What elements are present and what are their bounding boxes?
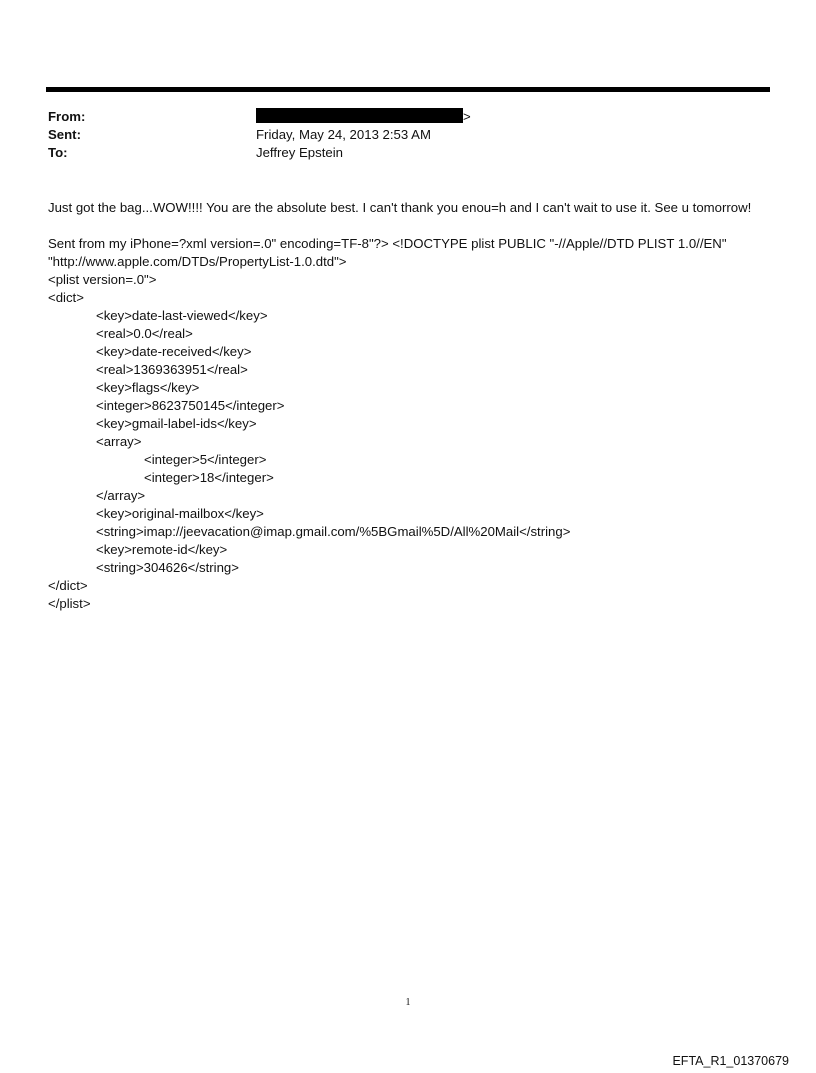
plist-line: <key>gmail-label-ids</key> [96, 416, 257, 431]
plist-line: <dict> [48, 290, 84, 305]
plist-line: </plist> [48, 596, 91, 611]
plist-line: <key>date-last-viewed</key> [96, 308, 268, 323]
message-paragraph: Just got the bag...WOW!!!! You are the absolute best. I can't thank you enou=h and I can't wait to use it. See u tomorrow! [48, 200, 752, 215]
to-label: To: [48, 145, 68, 160]
page-number: 1 [405, 997, 411, 1008]
plist-line: <string>imap://jeevacation@imap.gmail.com/%5BGmail%5D/All%20Mail</string> [96, 524, 571, 539]
email-headers [48, 108, 768, 162]
plist-line: <key>original-mailbox</key> [96, 506, 264, 521]
plist-line: <integer>18</integer> [144, 470, 274, 485]
sent-row [48, 126, 768, 144]
document-id: EFTA_R1_01370679 [672, 1054, 789, 1068]
header-rule [46, 87, 770, 92]
email-body [48, 199, 770, 613]
to-value: Jeffrey Epstein [256, 145, 343, 160]
plist-line: </dict> [48, 578, 88, 593]
from-label: From: [48, 109, 86, 124]
from-row [48, 108, 768, 126]
sent-label: Sent: [48, 127, 81, 142]
to-row [48, 144, 768, 162]
plist-line: <array> [96, 434, 142, 449]
plist-line: <integer>5</integer> [144, 452, 267, 467]
plist-line: <key>flags</key> [96, 380, 200, 395]
plist-line: <key>remote-id</key> [96, 542, 228, 557]
paragraph-gap [48, 217, 770, 235]
plist-line: <integer>8623750145</integer> [96, 398, 285, 413]
plist-line: <key>date-received</key> [96, 344, 252, 359]
signature-paragraph: Sent from my iPhone=?xml version=.0" encoding=TF-8"?> <!DOCTYPE plist PUBLIC "-//Apple//DTD PLIST 1.0//EN" "http://www.apple.com/DTDs/PropertyList-1.0.dtd"> [48, 236, 727, 269]
from-value [256, 108, 471, 126]
plist-line: <real>1369363951</real> [96, 362, 248, 377]
from-suffix: > [463, 109, 471, 124]
plist-line: <string>304626</string> [96, 560, 239, 575]
plist-block [48, 271, 770, 613]
sent-value: Friday, May 24, 2013 2:53 AM [256, 127, 431, 142]
redaction-block [256, 108, 463, 123]
plist-line: <plist version=.0"> [48, 272, 157, 287]
plist-line: </array> [96, 488, 146, 503]
plist-line: <real>0.0</real> [96, 326, 193, 341]
